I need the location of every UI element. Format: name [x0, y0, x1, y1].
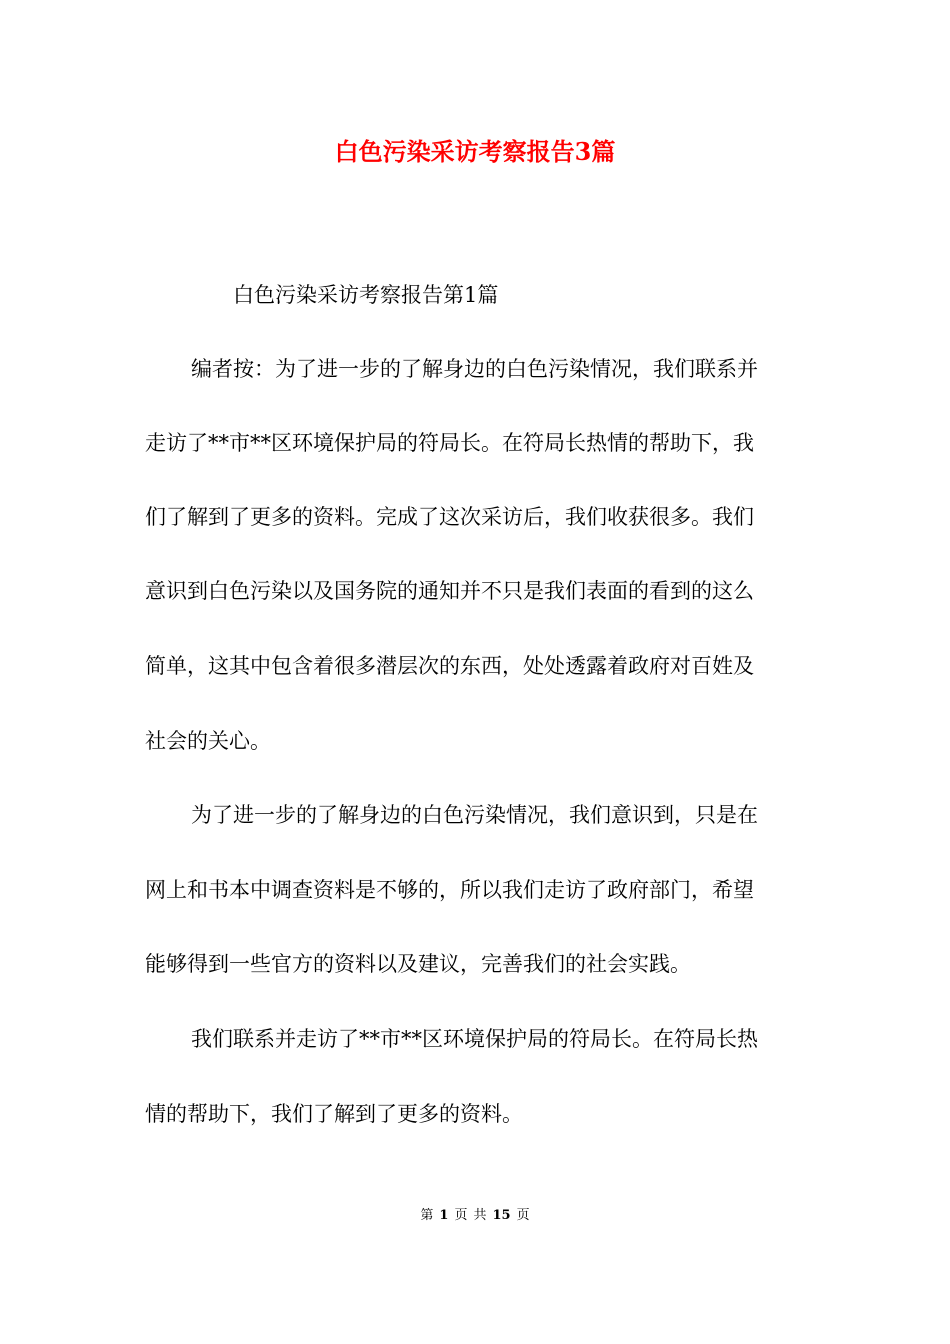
footer-prefix: 第 [420, 1208, 434, 1223]
paragraph-line: 简单，这其中包含着很多潜层次的东西，处处透露着政府对百姓及 [145, 654, 754, 678]
paragraph-line: 编者按：为了进一步的了解身边的白色污染情况，我们联系并 [191, 357, 758, 381]
footer-suffix: 页 [516, 1208, 530, 1223]
paragraph-line: 意识到白色污染以及国务院的通知并不只是我们表面的看到的这么 [145, 579, 754, 603]
paragraph-line: 走访了**市**区环境保护局的符局长。在符局长热情的帮助下，我 [145, 431, 754, 455]
paragraph-line: 们了解到了更多的资料。完成了这次采访后，我们收获很多。我们 [145, 505, 754, 529]
section-heading: 白色污染采访考察报告第1篇 [233, 283, 499, 307]
page-footer [0, 1206, 950, 1226]
paragraph-line: 能够得到一些官方的资料以及建议，完善我们的社会实践。 [145, 952, 691, 976]
paragraph-line: 网上和书本中调查资料是不够的，所以我们走访了政府部门，希望 [145, 878, 754, 902]
paragraph-line: 我们联系并走访了**市**区环境保护局的符局长。在符局长热 [191, 1027, 758, 1051]
footer-page-word: 页 [454, 1208, 468, 1223]
paragraph-line: 为了进一步的了解身边的白色污染情况，我们意识到，只是在 [191, 803, 758, 827]
footer-current-page: 1 [439, 1208, 449, 1223]
footer-total-pages: 15 [492, 1208, 511, 1223]
footer-total-word: 共 [473, 1208, 487, 1223]
paragraph-line: 社会的关心。 [145, 729, 271, 753]
document-title: 白色污染采访考察报告3篇 [334, 137, 616, 166]
paragraph-line: 情的帮助下，我们了解到了更多的资料。 [145, 1102, 523, 1126]
